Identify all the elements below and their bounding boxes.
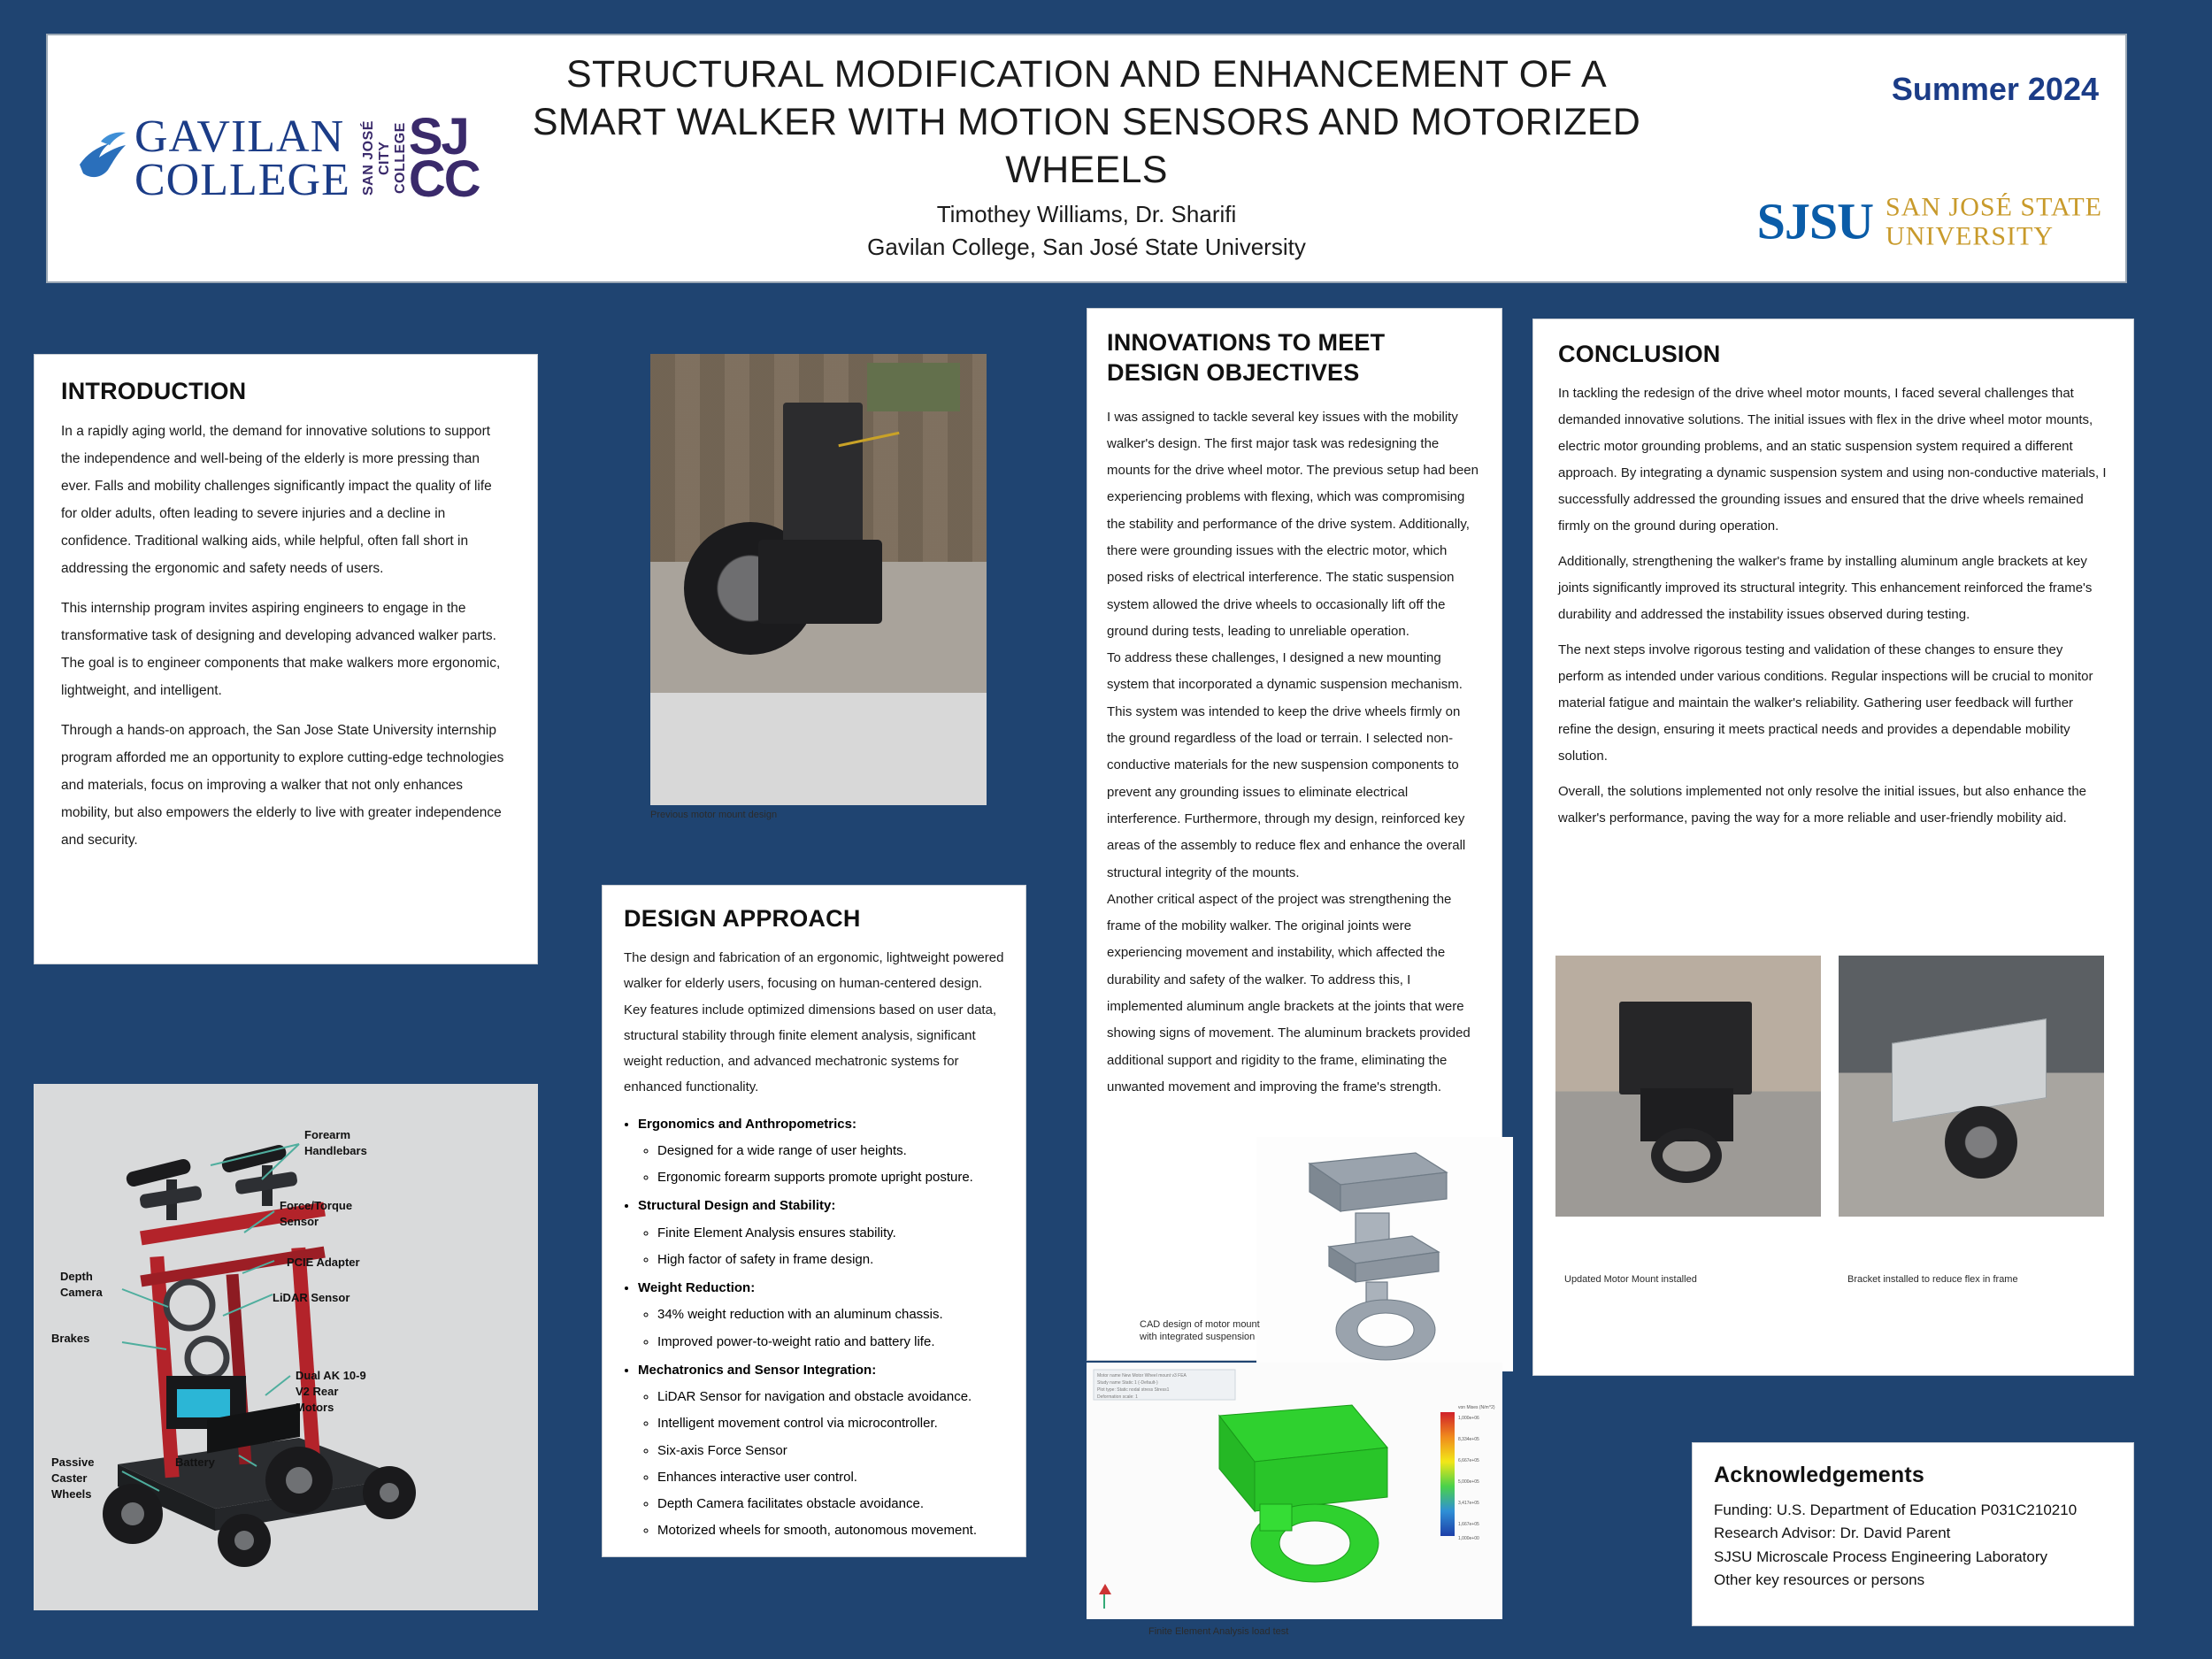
svg-text:6,667e+05: 6,667e+05 [1458,1458,1479,1463]
label-forearm-l2: Handlebars [304,1144,367,1157]
design-group-items [657,1140,1004,1190]
list-item: ◦ Intelligent movement control via microcontroller. [657,1412,1004,1435]
poster-header [46,34,2127,283]
label-battery: Battery [175,1455,215,1469]
bracket-caption: Bracket installed to reduce flex in frame [1847,1274,2018,1285]
fea-load-test-image [1087,1363,1502,1619]
conclusion-heading: CONCLUSION [1558,341,1721,367]
label-motors-l3: Motors [296,1401,334,1414]
header-right [1665,35,2125,281]
cad-caption [1140,1318,1260,1344]
svg-text:von Mises (N/m^2): von Mises (N/m^2) [1458,1405,1495,1410]
label-force-l2: Sensor [280,1215,319,1228]
acknowledgement-line: Funding: U.S. Department of Education P031C210210 [1714,1502,2078,1518]
design-approach-panel [602,885,1026,1557]
acknowledgement-line: Other key resources or persons [1714,1571,1925,1589]
sjcc-vertical-text: SAN JOSÉ CITY COLLEGE [360,120,408,196]
conclusion-paragraph-4: Overall, the solutions implemented not only resolve the initial issues, but also enhance the walker's performance, paving the way for a more reliable and user-friendly mobility aid. [1558,784,2087,826]
design-group-structural [638,1194,1004,1271]
sjsu-line1: SAN JOSÉ STATE [1886,192,2102,221]
label-motors-l2: V2 Rear [296,1385,339,1398]
list-item: ◦ Finite Element Analysis ensures stability. [657,1222,1004,1245]
design-approach-list [638,1113,1004,1543]
acknowledgement-line: SJSU Microscale Process Engineering Laboratory [1714,1548,2048,1565]
gavilan-wordmark [134,111,350,205]
walker-annotated-diagram [34,1084,538,1610]
dove-icon [74,127,131,189]
design-group-items [657,1303,1004,1354]
svg-text:Study name Static 1 (-Default-: Study name Static 1 (-Default-) [1097,1380,1158,1386]
sjsu-logo [1757,192,2102,251]
label-passive-l1: Passive [51,1455,95,1469]
list-item: ◦ LiDAR Sensor for navigation and obstacle avoidance. [657,1386,1004,1409]
list-item: ◦ High factor of safety in frame design. [657,1248,1004,1271]
label-pcie: PCIE Adapter [287,1256,360,1269]
sjcc-top-letters: SJ [408,108,468,166]
design-group-weight [638,1277,1004,1354]
gavilan-logo [74,111,350,205]
label-brakes: Brakes [51,1332,90,1345]
acknowledgements-panel [1692,1442,2134,1626]
term-label: Summer 2024 [1891,71,2099,107]
svg-text:Motor name New Motor Wheel mou: Motor name New Motor Wheel mount v3 FEA [1097,1373,1187,1379]
innovations-heading-line1: INNOVATIONS TO MEET [1107,329,1386,356]
sjcc-bottom-letters: CC [408,150,480,208]
svg-text:8,334e+05: 8,334e+05 [1458,1437,1479,1442]
sjcc-logo [361,105,480,211]
introduction-paragraph-2: This internship program invites aspiring engineers to engage in the transformative task of designing and developing advanced walker parts. The goal is to engineer components that make walkers more ergonomic, lightweight, and intelligent. [61,601,501,698]
design-group-items [657,1222,1004,1272]
gavilan-sjcc-logo [48,35,508,281]
conclusion-paragraph-3: The next steps involve rigorous testing and validation of these changes to ensure they perform as intended under various conditions. Regular inspections will be crucial to monitor material fatigue and maintain the walker's reliability. Gathering user feedback will further refine the design, ensuring it meets practical needs and provides a dependable mobility solution. [1558,642,2093,764]
introduction-paragraph-3: Through a hands-on approach, the San Jose State University internship program afforded me an opportunity to explore cutting-edge technologies and materials, focus on improving a walker that not only enhances mobility, but also empowers the elderly to live with greater independence and security. [61,723,504,848]
label-passive-l3: Wheels [51,1487,92,1501]
gavilan-line2: COLLEGE [134,155,350,205]
frame-bracket-photo [1839,956,2104,1217]
sjsu-line2: UNIVERSITY [1886,221,2055,250]
cad-caption-line1: CAD design of motor mount [1140,1319,1260,1330]
walker-diagram-svg [34,1084,538,1610]
design-group-title: Ergonomics and Anthropometrics: [638,1116,856,1132]
design-approach-intro: The design and fabrication of an ergonomic, lightweight powered walker for elderly users, focusing on human-centered design. Key features include optimized dimensions based on user data, structural stability through finite element analysis, significant weight reduction, and advanced mechatronic systems for enhanced functionality. [624,950,1004,1095]
list-item: ◦ Depth Camera facilitates obstacle avoidance. [657,1493,1004,1516]
list-item: ◦ Designed for a wide range of user heights. [657,1140,1004,1163]
fea-caption: Finite Element Analysis load test [1148,1626,1289,1637]
design-group-ergonomics [638,1113,1004,1190]
cad-caption-line2: with integrated suspension [1140,1332,1256,1343]
conclusion-panel [1532,319,2134,1376]
sjsu-wordmark: SJSU [1756,192,1874,250]
innovations-paragraph-1: I was assigned to tackle several key issues with the mobility walker's design. The first major task was redesigning the mounts for the drive wheel motor. The previous setup had been experiencing problems with flexing, which was compromising the stability and performance of the drive system. Additionally, there were grounding issues with the electric motor, which posed risks of electrical interference. The static suspension system allowed the drive wheels to occasionally lift off the ground during tests, leading to unreliable operation. [1107,409,1479,639]
svg-text:3,417e+05: 3,417e+05 [1458,1501,1479,1506]
introduction-paragraph-1: In a rapidly aging world, the demand for innovative solutions to support the independence and well-being of the elderly is more pressing than ever. Falls and mobility challenges significantly impact the quality of life for older adults, often leading to severe injuries and a decline in confidence. Traditional walking aids, while helpful, often fall short in addressing the ergonomic and safety needs of users. [61,424,492,576]
list-item: ◦ Motorized wheels for smooth, autonomous movement. [657,1519,1004,1542]
sjcc-letters [408,108,480,208]
label-depth-l2: Camera [60,1286,103,1299]
acknowledgement-line: Research Advisor: Dr. David Parent [1714,1525,1951,1542]
list-item: ◦ 34% weight reduction with an aluminum chassis. [657,1303,1004,1326]
innovations-heading [1107,328,1482,388]
design-group-title: Mechatronics and Sensor Integration: [638,1362,877,1378]
label-depth-l1: Depth [60,1270,93,1283]
previous-mount-caption: Previous motor mount design [650,810,778,820]
label-passive-l2: Caster [51,1471,88,1485]
conclusion-paragraph-1: In tackling the redesign of the drive wheel motor mounts, I faced several challenges that demanded innovative solutions. The initial issues with flex in the drive wheel motor mounts, electric motor grounding problems, and an static suspension system required a different approach. By integrating a dynamic suspension system and using non-conductive materials, I successfully addressed the grounding issues and ensured that the drive wheels remained firmly on the ground during operation. [1558,386,2107,534]
label-force-l1: Force/Torque [280,1199,353,1212]
svg-text:Deformation scale: 1: Deformation scale: 1 [1097,1394,1138,1400]
svg-text:1,667e+05: 1,667e+05 [1458,1522,1479,1527]
sjsu-name [1886,192,2102,250]
list-item: ◦ Improved power-to-weight ratio and battery life. [657,1331,1004,1354]
updated-motor-mount-photo [1555,956,1821,1217]
fea-svg [1087,1363,1502,1619]
cad-render-svg [1256,1137,1513,1371]
conclusion-paragraph-2: Additionally, strengthening the walker's frame by installing aluminum angle brackets at key joints significantly improved its structural integrity. This enhancement reinforced the frame's durability and addressed the instability issues observed during testing. [1558,554,2093,622]
list-item: ◦ Six-axis Force Sensor [657,1440,1004,1463]
design-group-items [657,1386,1004,1543]
innovations-heading-line2: DESIGN OBJECTIVES [1107,358,1360,386]
innovations-paragraph-2: To address these challenges, I designed a new mounting system that incorporated a dynamic suspension mechanism. This system was intended to keep the drive wheels firmly on the ground regardless of the load or terrain. I selected non-conductive materials for the new suspension components to prevent any grounding issues to eliminate electrical interference. Furthermore, through my design, reinforced key areas of the assembly to reduce flex and enhance the overall structural integrity of the mounts. [1107,650,1466,880]
innovations-paragraph-3: Another critical aspect of the project was strengthening the frame of the mobility walker. The original joints were experiencing movement and instability, which affected the durability and safety of the walker. To address this, I implemented aluminum angle brackets at the joints that were showing signs of movement. The aluminum brackets provided additional support and rigidity to the frame, eliminating the unwanted movement and improving the frame's strength. [1107,891,1471,1094]
updated-mount-caption: Updated Motor Mount installed [1564,1274,1697,1285]
label-forearm-l1: Forearm [304,1128,351,1141]
svg-text:5,000e+05: 5,000e+05 [1458,1479,1479,1485]
authors: Timothey Williams, Dr. Sharifi [936,201,1237,228]
poster-title: STRUCTURAL MODIFICATION AND ENHANCEMENT OF A SMART WALKER WITH MOTION SENSORS AND MOTORIZED WHEELS [532,53,1641,191]
label-lidar: LiDAR Sensor [273,1291,350,1304]
list-item: ◦ Enhances interactive user control. [657,1466,1004,1489]
design-group-title: Structural Design and Stability: [638,1198,836,1214]
title-block [508,35,1665,281]
svg-text:Plot type: Static nodal stress: Plot type: Static nodal stress Stress1 [1097,1387,1170,1393]
list-item: ◦ Ergonomic forearm supports promote upright posture. [657,1166,1004,1189]
design-group-title: Weight Reduction: [638,1280,756,1295]
label-motors-l1: Dual AK 10-9 [296,1369,366,1382]
acknowledgements-heading: Acknowledgements [1714,1463,1924,1487]
svg-text:1,000e+06: 1,000e+06 [1458,1416,1479,1421]
gavilan-line1: GAVILAN [134,111,345,162]
cad-motor-mount-image [1256,1137,1513,1371]
introduction-heading: INTRODUCTION [61,378,247,404]
svg-text:1,000e+00: 1,000e+00 [1458,1536,1479,1541]
introduction-panel [34,354,538,964]
previous-motor-mount-photo [650,354,987,805]
design-approach-heading: DESIGN APPROACH [624,905,861,932]
affiliation: Gavilan College, San José State University [867,234,1306,261]
design-group-mechatronics [638,1359,1004,1543]
